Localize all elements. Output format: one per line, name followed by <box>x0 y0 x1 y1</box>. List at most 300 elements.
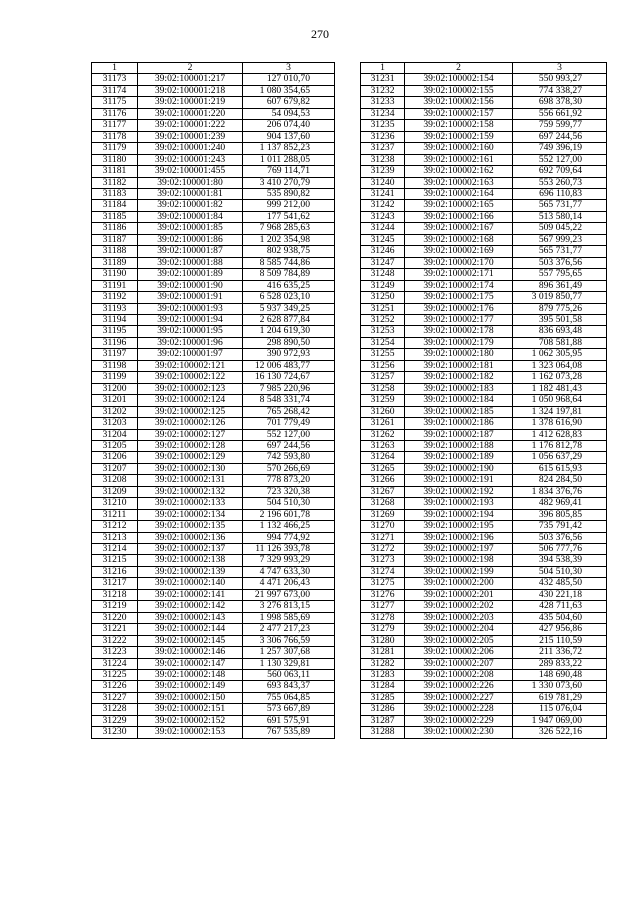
value-cell: 904 137,60 <box>243 131 335 142</box>
row-number-cell: 31195 <box>92 326 138 337</box>
table-row <box>92 303 335 314</box>
row-number-cell: 31282 <box>361 658 405 669</box>
cadastral-number-cell: 39:02:100001:82 <box>138 200 243 211</box>
table-row <box>361 578 607 589</box>
table-row <box>361 601 607 612</box>
value-cell: 435 504,60 <box>513 612 607 623</box>
row-number-cell: 31276 <box>361 589 405 600</box>
table-row <box>361 692 607 703</box>
value-cell: 8 548 331,74 <box>243 395 335 406</box>
row-number-cell: 31215 <box>92 555 138 566</box>
cadastral-number-cell: 39:02:100001:218 <box>138 85 243 96</box>
cadastral-number-cell: 39:02:100002:171 <box>405 269 513 280</box>
row-number-cell: 31190 <box>92 269 138 280</box>
cadastral-number-cell: 39:02:100001:239 <box>138 131 243 142</box>
value-cell: 824 284,50 <box>513 475 607 486</box>
table-row <box>92 635 335 646</box>
value-cell: 177 541,62 <box>243 211 335 222</box>
value-cell: 8 509 784,89 <box>243 269 335 280</box>
value-cell: 836 693,48 <box>513 326 607 337</box>
row-number-cell: 31228 <box>92 704 138 715</box>
cadastral-number-cell: 39:02:100002:151 <box>138 704 243 715</box>
value-cell: 432 485,50 <box>513 578 607 589</box>
row-number-cell: 31248 <box>361 269 405 280</box>
cadastral-number-cell: 39:02:100002:183 <box>405 383 513 394</box>
cadastral-number-cell: 39:02:100002:121 <box>138 360 243 371</box>
cadastral-number-cell: 39:02:100002:205 <box>405 635 513 646</box>
cadastral-number-cell: 39:02:100002:153 <box>138 727 243 738</box>
header-cell: 3 <box>513 63 607 74</box>
cadastral-number-cell: 39:02:100002:142 <box>138 601 243 612</box>
value-cell: 1 202 354,98 <box>243 234 335 245</box>
value-cell: 1 330 073,60 <box>513 681 607 692</box>
row-number-cell: 31182 <box>92 177 138 188</box>
row-number-cell: 31217 <box>92 578 138 589</box>
row-number-cell: 31230 <box>92 727 138 738</box>
table-row <box>92 74 335 85</box>
cadastral-number-cell: 39:02:100002:160 <box>405 143 513 154</box>
value-cell: 1 062 305,95 <box>513 349 607 360</box>
row-number-cell: 31224 <box>92 658 138 669</box>
cadastral-number-cell: 39:02:100002:166 <box>405 211 513 222</box>
cadastral-number-cell: 39:02:100002:132 <box>138 486 243 497</box>
value-cell: 774 338,27 <box>513 85 607 96</box>
value-cell: 742 593,80 <box>243 452 335 463</box>
row-number-cell: 31179 <box>92 143 138 154</box>
table-row <box>92 349 335 360</box>
row-number-cell: 31205 <box>92 440 138 451</box>
cadastral-number-cell: 39:02:100001:222 <box>138 120 243 131</box>
table-row <box>92 395 335 406</box>
cadastral-number-cell: 39:02:100002:192 <box>405 486 513 497</box>
row-number-cell: 31256 <box>361 360 405 371</box>
cadastral-number-cell: 39:02:100002:187 <box>405 429 513 440</box>
cadastral-number-cell: 39:02:100002:230 <box>405 727 513 738</box>
cadastral-number-cell: 39:02:100002:197 <box>405 544 513 555</box>
table-row <box>92 612 335 623</box>
table-row <box>92 85 335 96</box>
value-cell: 127 010,70 <box>243 74 335 85</box>
cadastral-number-cell: 39:02:100002:158 <box>405 120 513 131</box>
value-cell: 4 747 633,30 <box>243 566 335 577</box>
value-cell: 1 137 852,23 <box>243 143 335 154</box>
row-number-cell: 31173 <box>92 74 138 85</box>
row-number-cell: 31183 <box>92 188 138 199</box>
row-number-cell: 31254 <box>361 337 405 348</box>
row-number-cell: 31249 <box>361 280 405 291</box>
cadastral-number-cell: 39:02:100002:162 <box>405 166 513 177</box>
cadastral-number-cell: 39:02:100002:165 <box>405 200 513 211</box>
table-row <box>361 670 607 681</box>
value-cell: 619 781,29 <box>513 692 607 703</box>
value-cell: 115 076,04 <box>513 704 607 715</box>
cadastral-number-cell: 39:02:100001:93 <box>138 303 243 314</box>
value-cell: 1 056 637,29 <box>513 452 607 463</box>
value-cell: 504 510,30 <box>243 498 335 509</box>
value-cell: 999 212,00 <box>243 200 335 211</box>
row-number-cell: 31191 <box>92 280 138 291</box>
cadastral-number-cell: 39:02:100002:140 <box>138 578 243 589</box>
cadastral-number-cell: 39:02:100001:240 <box>138 143 243 154</box>
value-cell: 749 396,19 <box>513 143 607 154</box>
row-number-cell: 31281 <box>361 647 405 658</box>
cadastral-number-cell: 39:02:100001:90 <box>138 280 243 291</box>
row-number-cell: 31283 <box>361 670 405 681</box>
cadastral-number-cell: 39:02:100001:89 <box>138 269 243 280</box>
row-number-cell: 31203 <box>92 418 138 429</box>
value-cell: 550 993,27 <box>513 74 607 85</box>
table-row <box>361 418 607 429</box>
value-cell: 755 064,85 <box>243 692 335 703</box>
cadastral-number-cell: 39:02:100002:201 <box>405 589 513 600</box>
table-row <box>361 544 607 555</box>
table-row <box>92 544 335 555</box>
value-cell: 1 011 288,05 <box>243 154 335 165</box>
left-register-table <box>91 62 335 739</box>
row-number-cell: 31197 <box>92 349 138 360</box>
table-row <box>92 429 335 440</box>
value-cell: 1 130 329,81 <box>243 658 335 669</box>
cadastral-number-cell: 39:02:100002:204 <box>405 624 513 635</box>
row-number-cell: 31225 <box>92 670 138 681</box>
table-row <box>361 658 607 669</box>
cadastral-number-cell: 39:02:100002:159 <box>405 131 513 142</box>
row-number-cell: 31232 <box>361 85 405 96</box>
row-number-cell: 31174 <box>92 85 138 96</box>
value-cell: 7 329 993,29 <box>243 555 335 566</box>
row-number-cell: 31233 <box>361 97 405 108</box>
row-number-cell: 31251 <box>361 303 405 314</box>
cadastral-number-cell: 39:02:100002:185 <box>405 406 513 417</box>
cadastral-number-cell: 39:02:100002:177 <box>405 314 513 325</box>
cadastral-number-cell: 39:02:100002:168 <box>405 234 513 245</box>
cadastral-number-cell: 39:02:100001:85 <box>138 223 243 234</box>
row-number-cell: 31192 <box>92 292 138 303</box>
value-cell: 6 528 023,10 <box>243 292 335 303</box>
cadastral-number-cell: 39:02:100002:167 <box>405 223 513 234</box>
row-number-cell: 31265 <box>361 463 405 474</box>
table-row <box>92 280 335 291</box>
row-number-cell: 31180 <box>92 154 138 165</box>
table-row <box>361 177 607 188</box>
table-row <box>92 166 335 177</box>
value-cell: 708 581,88 <box>513 337 607 348</box>
row-number-cell: 31214 <box>92 544 138 555</box>
table-row <box>361 589 607 600</box>
row-number-cell: 31196 <box>92 337 138 348</box>
value-cell: 1 132 466,25 <box>243 521 335 532</box>
value-cell: 2 628 877,84 <box>243 314 335 325</box>
cadastral-number-cell: 39:02:100002:136 <box>138 532 243 543</box>
table-row <box>361 280 607 291</box>
cadastral-number-cell: 39:02:100002:122 <box>138 372 243 383</box>
row-number-cell: 31258 <box>361 383 405 394</box>
cadastral-number-cell: 39:02:100002:126 <box>138 418 243 429</box>
row-number-cell: 31236 <box>361 131 405 142</box>
value-cell: 8 585 744,86 <box>243 257 335 268</box>
table-row <box>361 647 607 658</box>
cadastral-number-cell: 39:02:100002:164 <box>405 188 513 199</box>
value-cell: 735 791,42 <box>513 521 607 532</box>
table-row <box>92 383 335 394</box>
cadastral-number-cell: 39:02:100002:198 <box>405 555 513 566</box>
table-row <box>92 326 335 337</box>
header-cell: 1 <box>361 63 405 74</box>
table-row <box>92 269 335 280</box>
table-row <box>361 566 607 577</box>
value-cell: 696 110,83 <box>513 188 607 199</box>
table-row <box>361 131 607 142</box>
row-number-cell: 31211 <box>92 509 138 520</box>
right-register-table <box>360 62 607 739</box>
cadastral-number-cell: 39:02:100002:193 <box>405 498 513 509</box>
value-cell: 557 795,65 <box>513 269 607 280</box>
value-cell: 7 968 285,63 <box>243 223 335 234</box>
cadastral-number-cell: 39:02:100002:131 <box>138 475 243 486</box>
value-cell: 206 074,40 <box>243 120 335 131</box>
row-number-cell: 31279 <box>361 624 405 635</box>
value-cell: 1 176 812,78 <box>513 440 607 451</box>
value-cell: 2 196 601,78 <box>243 509 335 520</box>
table-row <box>361 349 607 360</box>
table-header-row <box>92 63 335 74</box>
table-row <box>92 440 335 451</box>
table-row <box>361 108 607 119</box>
cadastral-number-cell: 39:02:100002:144 <box>138 624 243 635</box>
row-number-cell: 31198 <box>92 360 138 371</box>
row-number-cell: 31250 <box>361 292 405 303</box>
row-number-cell: 31229 <box>92 715 138 726</box>
cadastral-number-cell: 39:02:100001:95 <box>138 326 243 337</box>
row-number-cell: 31206 <box>92 452 138 463</box>
row-number-cell: 31185 <box>92 211 138 222</box>
row-number-cell: 31208 <box>92 475 138 486</box>
cadastral-number-cell: 39:02:100002:128 <box>138 440 243 451</box>
cadastral-number-cell: 39:02:100002:195 <box>405 521 513 532</box>
row-number-cell: 31227 <box>92 692 138 703</box>
cadastral-number-cell: 39:02:100002:163 <box>405 177 513 188</box>
row-number-cell: 31252 <box>361 314 405 325</box>
row-number-cell: 31244 <box>361 223 405 234</box>
table-row <box>92 120 335 131</box>
table-row <box>361 383 607 394</box>
cadastral-number-cell: 39:02:100002:229 <box>405 715 513 726</box>
table-row <box>361 257 607 268</box>
table-row <box>361 188 607 199</box>
table-row <box>361 166 607 177</box>
cadastral-number-cell: 39:02:100002:191 <box>405 475 513 486</box>
table-row <box>361 292 607 303</box>
table-row <box>92 188 335 199</box>
cadastral-number-cell: 39:02:100002:169 <box>405 246 513 257</box>
table-row <box>92 97 335 108</box>
table-row <box>361 452 607 463</box>
value-cell: 570 266,69 <box>243 463 335 474</box>
table-row <box>92 314 335 325</box>
table-row <box>361 326 607 337</box>
cadastral-number-cell: 39:02:100002:170 <box>405 257 513 268</box>
row-number-cell: 31267 <box>361 486 405 497</box>
table-row <box>361 97 607 108</box>
value-cell: 504 510,30 <box>513 566 607 577</box>
table-row <box>361 200 607 211</box>
table-row <box>92 532 335 543</box>
row-number-cell: 31269 <box>361 509 405 520</box>
table-row <box>361 463 607 474</box>
row-number-cell: 31223 <box>92 647 138 658</box>
row-number-cell: 31231 <box>361 74 405 85</box>
row-number-cell: 31199 <box>92 372 138 383</box>
table-row <box>361 612 607 623</box>
row-number-cell: 31240 <box>361 177 405 188</box>
row-number-cell: 31178 <box>92 131 138 142</box>
table-row <box>92 509 335 520</box>
value-cell: 1 050 968,64 <box>513 395 607 406</box>
row-number-cell: 31193 <box>92 303 138 314</box>
row-number-cell: 31204 <box>92 429 138 440</box>
row-number-cell: 31278 <box>361 612 405 623</box>
cadastral-number-cell: 39:02:100001:91 <box>138 292 243 303</box>
table-row <box>361 635 607 646</box>
cadastral-number-cell: 39:02:100002:206 <box>405 647 513 658</box>
row-number-cell: 31270 <box>361 521 405 532</box>
cadastral-number-cell: 39:02:100002:157 <box>405 108 513 119</box>
row-number-cell: 31262 <box>361 429 405 440</box>
table-row <box>361 143 607 154</box>
row-number-cell: 31288 <box>361 727 405 738</box>
value-cell: 54 094,53 <box>243 108 335 119</box>
row-number-cell: 31234 <box>361 108 405 119</box>
table-row <box>92 727 335 738</box>
value-cell: 1 998 585,69 <box>243 612 335 623</box>
row-number-cell: 31284 <box>361 681 405 692</box>
table-row <box>361 314 607 325</box>
row-number-cell: 31175 <box>92 97 138 108</box>
row-number-cell: 31221 <box>92 624 138 635</box>
value-cell: 2 477 217,23 <box>243 624 335 635</box>
table-row <box>361 74 607 85</box>
cadastral-number-cell: 39:02:100002:203 <box>405 612 513 623</box>
value-cell: 12 006 483,77 <box>243 360 335 371</box>
table-row <box>92 715 335 726</box>
row-number-cell: 31188 <box>92 246 138 257</box>
value-cell: 326 522,16 <box>513 727 607 738</box>
value-cell: 5 937 349,25 <box>243 303 335 314</box>
table-row <box>92 521 335 532</box>
cadastral-number-cell: 39:02:100002:147 <box>138 658 243 669</box>
cadastral-number-cell: 39:02:100001:220 <box>138 108 243 119</box>
value-cell: 879 775,26 <box>513 303 607 314</box>
row-number-cell: 31243 <box>361 211 405 222</box>
cadastral-number-cell: 39:02:100002:176 <box>405 303 513 314</box>
cadastral-number-cell: 39:02:100002:208 <box>405 670 513 681</box>
row-number-cell: 31207 <box>92 463 138 474</box>
table-row <box>92 692 335 703</box>
cadastral-number-cell: 39:02:100002:148 <box>138 670 243 681</box>
row-number-cell: 31187 <box>92 234 138 245</box>
cadastral-number-cell: 39:02:100002:179 <box>405 337 513 348</box>
cadastral-number-cell: 39:02:100002:146 <box>138 647 243 658</box>
value-cell: 1 182 481,43 <box>513 383 607 394</box>
cadastral-number-cell: 39:02:100002:149 <box>138 681 243 692</box>
row-number-cell: 31218 <box>92 589 138 600</box>
table-row <box>361 269 607 280</box>
cadastral-number-cell: 39:02:100002:154 <box>405 74 513 85</box>
cadastral-number-cell: 39:02:100001:243 <box>138 154 243 165</box>
cadastral-number-cell: 39:02:100001:81 <box>138 188 243 199</box>
table-row <box>92 257 335 268</box>
row-number-cell: 31285 <box>361 692 405 703</box>
value-cell: 1 204 619,30 <box>243 326 335 337</box>
row-number-cell: 31238 <box>361 154 405 165</box>
row-number-cell: 31177 <box>92 120 138 131</box>
value-cell: 615 615,93 <box>513 463 607 474</box>
cadastral-number-cell: 39:02:100001:219 <box>138 97 243 108</box>
value-cell: 769 114,71 <box>243 166 335 177</box>
table-row <box>92 234 335 245</box>
cadastral-number-cell: 39:02:100001:94 <box>138 314 243 325</box>
row-number-cell: 31287 <box>361 715 405 726</box>
table-row <box>92 108 335 119</box>
table-row <box>361 727 607 738</box>
cadastral-number-cell: 39:02:100002:181 <box>405 360 513 371</box>
row-number-cell: 31212 <box>92 521 138 532</box>
value-cell: 11 126 393,78 <box>243 544 335 555</box>
value-cell: 428 711,63 <box>513 601 607 612</box>
value-cell: 1 257 307,68 <box>243 647 335 658</box>
page-number: 270 <box>311 27 329 41</box>
row-number-cell: 31186 <box>92 223 138 234</box>
value-cell: 565 731,77 <box>513 200 607 211</box>
cadastral-number-cell: 39:02:100002:138 <box>138 555 243 566</box>
table-row <box>361 372 607 383</box>
value-cell: 513 580,14 <box>513 211 607 222</box>
value-cell: 21 997 673,00 <box>243 589 335 600</box>
value-cell: 553 260,73 <box>513 177 607 188</box>
table-row <box>92 223 335 234</box>
table-row <box>92 555 335 566</box>
row-number-cell: 31241 <box>361 188 405 199</box>
cadastral-number-cell: 39:02:100002:182 <box>405 372 513 383</box>
cadastral-number-cell: 39:02:100002:137 <box>138 544 243 555</box>
row-number-cell: 31261 <box>361 418 405 429</box>
cadastral-number-cell: 39:02:100002:200 <box>405 578 513 589</box>
value-cell: 994 774,92 <box>243 532 335 543</box>
row-number-cell: 31260 <box>361 406 405 417</box>
cadastral-number-cell: 39:02:100002:141 <box>138 589 243 600</box>
value-cell: 692 709,64 <box>513 166 607 177</box>
table-row <box>361 395 607 406</box>
cadastral-number-cell: 39:02:100001:217 <box>138 74 243 85</box>
cadastral-number-cell: 39:02:100001:455 <box>138 166 243 177</box>
value-cell: 697 244,56 <box>243 440 335 451</box>
value-cell: 509 045,22 <box>513 223 607 234</box>
table-row <box>92 360 335 371</box>
row-number-cell: 31201 <box>92 395 138 406</box>
value-cell: 1 080 354,65 <box>243 85 335 96</box>
table-row <box>361 303 607 314</box>
table-row <box>92 670 335 681</box>
row-number-cell: 31273 <box>361 555 405 566</box>
value-cell: 394 538,39 <box>513 555 607 566</box>
table-row <box>92 463 335 474</box>
header-cell: 3 <box>243 63 335 74</box>
value-cell: 1 323 064,08 <box>513 360 607 371</box>
cadastral-number-cell: 39:02:100002:188 <box>405 440 513 451</box>
table-row <box>361 429 607 440</box>
value-cell: 691 575,91 <box>243 715 335 726</box>
value-cell: 215 110,59 <box>513 635 607 646</box>
